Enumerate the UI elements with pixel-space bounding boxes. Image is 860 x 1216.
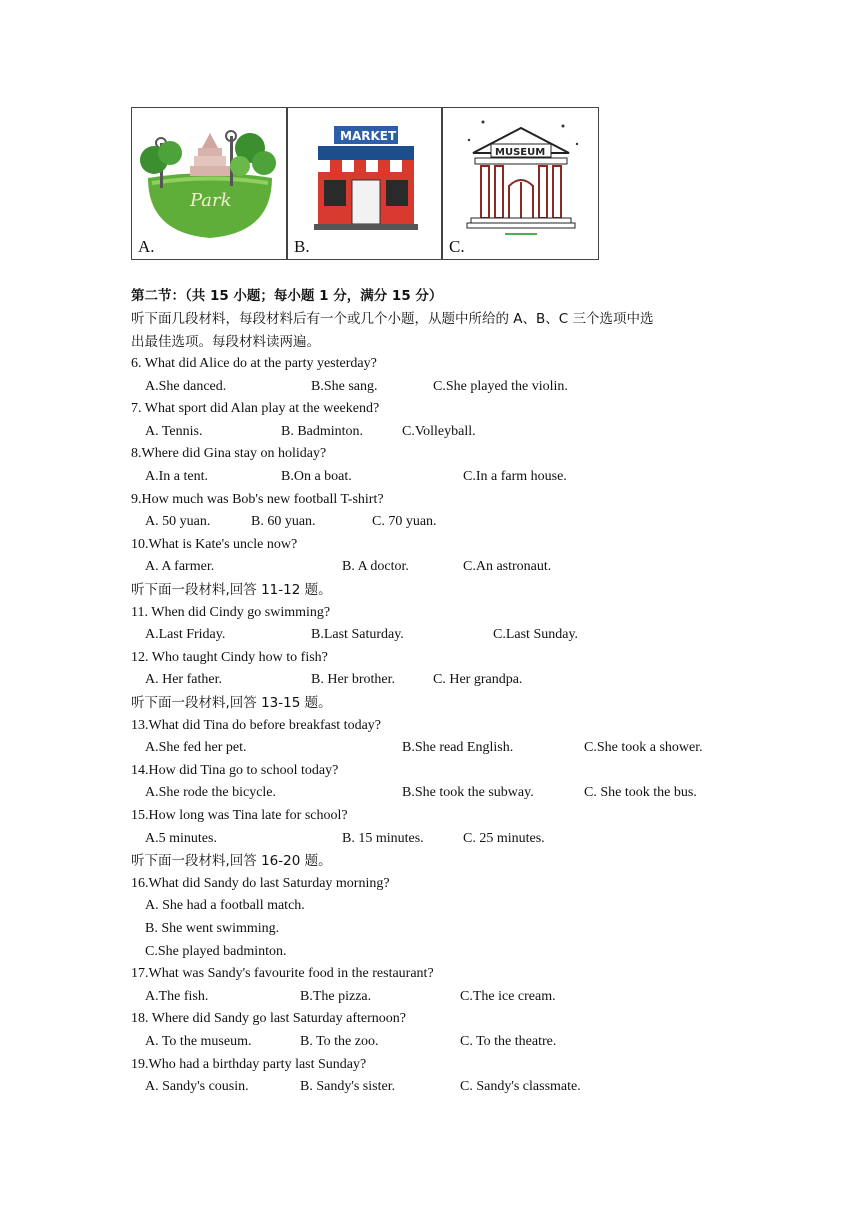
- answer-option-b: B. To the zoo.: [300, 1034, 379, 1049]
- answer-option-a: A.Last Friday.: [145, 627, 226, 642]
- answer-option-b: B.She sang.: [311, 379, 378, 394]
- market-illustration: [288, 108, 443, 261]
- picture-options: [131, 107, 599, 260]
- answer-option-c: C.She played the violin.: [433, 379, 568, 394]
- museum-illustration: [443, 108, 600, 261]
- answer-option-a: A. Sandy's cousin.: [145, 1079, 249, 1094]
- answer-option: A. She had a football match.: [145, 898, 305, 913]
- picture-a-letter: A.: [138, 237, 155, 256]
- answer-option-b: B. Badminton.: [281, 424, 364, 439]
- answer-option-a: A. Tennis.: [145, 424, 203, 439]
- answer-option-b: B.She read English.: [402, 740, 514, 755]
- answer-option-c: C.She took a shower.: [584, 740, 703, 755]
- answer-option-a: A. 50 yuan.: [145, 514, 211, 529]
- section-header: 第二节：（共 15 小题；每小题 1 分，满分 15 分）: [131, 288, 443, 304]
- answer-option-b: B.Last Saturday.: [311, 627, 404, 642]
- question-text: 8.Where did Gina stay on holiday?: [131, 446, 327, 461]
- answer-option-c: C. Her grandpa.: [433, 672, 523, 687]
- picture-a-park: [131, 107, 287, 260]
- answer-option-a: A. Her father.: [145, 672, 222, 687]
- question-text: 19.Who had a birthday party last Sunday?: [131, 1057, 367, 1072]
- park-sign: Park: [190, 190, 232, 211]
- question-text: 10.What is Kate's uncle now?: [131, 537, 298, 552]
- answer-option: C.She played badminton.: [145, 944, 287, 959]
- section-instruction: 听下面一段材料,回答 16-20 题。: [131, 853, 332, 869]
- instructions-line-1: 听下面几段材料，每段材料后有一个或几个小题，从题中所给的 A、B、C 三个选项中选: [131, 311, 654, 327]
- section-instruction: 听下面一段材料,回答 11-12 题。: [131, 582, 332, 598]
- question-text: 18. Where did Sandy go last Saturday afternoon?: [131, 1011, 407, 1026]
- answer-option-c: C.An astronaut.: [463, 559, 552, 574]
- answer-option-b: B. Her brother.: [311, 672, 395, 687]
- answer-option-b: B.She took the subway.: [402, 785, 534, 800]
- question-text: 7. What sport did Alan play at the weekend?: [131, 401, 380, 416]
- question-text: 6. What did Alice do at the party yesterday?: [131, 356, 377, 371]
- answer-option-a: A.In a tent.: [145, 469, 208, 484]
- market-sign: MARKET: [340, 129, 397, 143]
- question-text: 16.What did Sandy do last Saturday morning?: [131, 876, 390, 891]
- answer-option-c: C. To the theatre.: [460, 1034, 557, 1049]
- question-text: 15.How long was Tina late for school?: [131, 808, 348, 823]
- answer-option: B. She went swimming.: [145, 921, 280, 936]
- picture-c-letter: C.: [449, 237, 465, 256]
- answer-option-c: C.In a farm house.: [463, 469, 567, 484]
- instructions-line-2: 出最佳选项。每段材料读两遍。: [131, 334, 320, 350]
- answer-option-a: A.The fish.: [145, 989, 209, 1004]
- question-text: 17.What was Sandy's favourite food in the restaurant?: [131, 966, 434, 981]
- answer-option-a: A.5 minutes.: [145, 831, 217, 846]
- museum-sign: MUSEUM: [495, 147, 546, 158]
- answer-option-b: B. 60 yuan.: [251, 514, 316, 529]
- answer-option-c: C.The ice cream.: [460, 989, 556, 1004]
- answer-option-b: B.On a boat.: [281, 469, 352, 484]
- answer-option-c: C. Sandy's classmate.: [460, 1079, 581, 1094]
- answer-option-a: A. To the museum.: [145, 1034, 252, 1049]
- picture-b-letter: B.: [294, 237, 310, 256]
- answer-option-c: C. 25 minutes.: [463, 831, 545, 846]
- picture-b-market: [287, 107, 442, 260]
- question-text: 9.How much was Bob's new football T-shirt?: [131, 492, 384, 507]
- answer-option-b: B. Sandy's sister.: [300, 1079, 396, 1094]
- question-text: 12. Who taught Cindy how to fish?: [131, 650, 328, 665]
- answer-option-c: C. She took the bus.: [584, 785, 697, 800]
- answer-option-b: B. 15 minutes.: [342, 831, 424, 846]
- answer-option-b: B.The pizza.: [300, 989, 372, 1004]
- question-text: 13.What did Tina do before breakfast today?: [131, 718, 381, 733]
- answer-option-a: A.She rode the bicycle.: [145, 785, 277, 800]
- answer-option-c: C.Last Sunday.: [493, 627, 579, 642]
- answer-option-c: C.Volleyball.: [402, 424, 476, 439]
- answer-option-a: A.She danced.: [145, 379, 227, 394]
- answer-option-b: B. A doctor.: [342, 559, 409, 574]
- answer-option-c: C. 70 yuan.: [372, 514, 437, 529]
- answer-option-a: A.She fed her pet.: [145, 740, 247, 755]
- question-text: 11. When did Cindy go swimming?: [131, 605, 331, 620]
- park-illustration: [132, 108, 288, 261]
- section-instruction: 听下面一段材料,回答 13-15 题。: [131, 695, 332, 711]
- answer-option-a: A. A farmer.: [145, 559, 215, 574]
- question-text: 14.How did Tina go to school today?: [131, 763, 339, 778]
- picture-c-museum: [442, 107, 599, 260]
